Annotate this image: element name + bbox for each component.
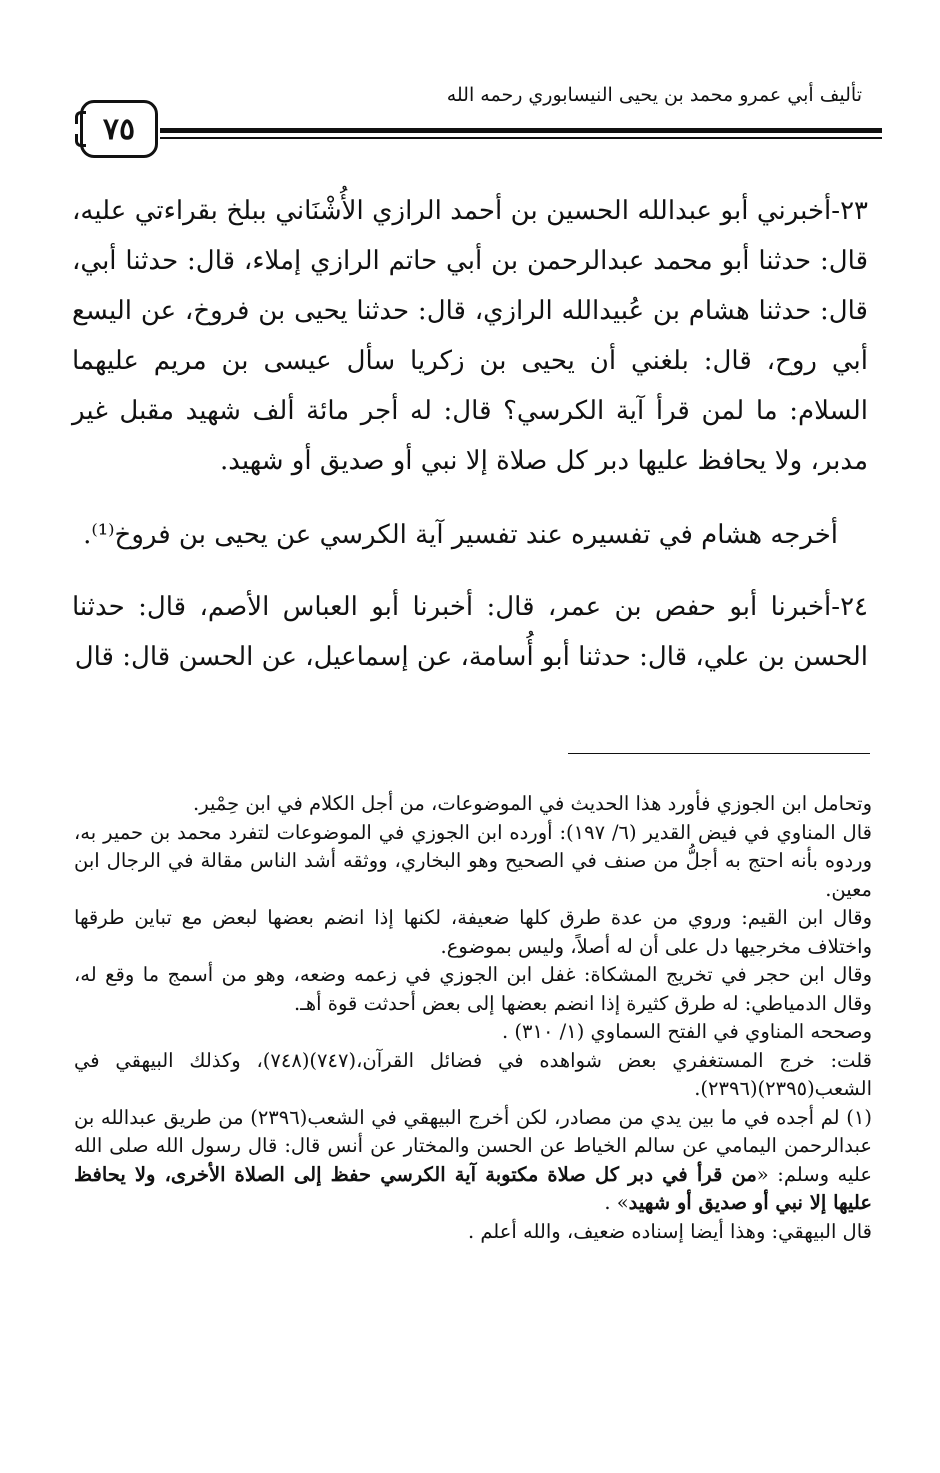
footnote-line: قال البيهقي: وهذا أيضا إسناده ضعيف، والله أعلم . — [467, 1219, 872, 1243]
header-rule-thin — [160, 137, 882, 139]
footnote-1-hadith-quote: من قرأ في دبر كل صلاة مكتوبة آية الكرسي حفظ إلى الصلاة الأخرى، ولا يحافظ عليها إلا نبي أو صديق أو شهيد — [74, 1162, 872, 1214]
footnote-line: وقال ابن القيم: وروي من عدة طرق كلها ضعيفة، لكنها إذا انضم بعضها لبعض مع تباين طرقها واختلاف مخرجيها دل على أن له أصلاً، وليس بموضوع. — [74, 906, 872, 958]
footnotes — [74, 790, 872, 1246]
running-header: تأليف أبي عمرو محمد بن يحيى النيسابوري رحمه الله — [446, 84, 862, 106]
hadith-24: ٢٤-أخبرنا أبو حفص بن عمر، قال: أخبرنا أبو العباس الأصم، قال: حدثنا الحسن بن علي، قال: حدثنا أبو أُسامة، عن إسماعيل، عن الحسن قال: قال — [72, 592, 868, 672]
footnote-divider — [568, 753, 870, 754]
footnote-line: قلت: خرج المستغفري بعض شواهده في فضائل القرآن،(٧٤٧)(٧٤٨)، وكذلك البيهقي في الشعب(٢٣٩٥)(٢٣٩٦). — [74, 1048, 872, 1100]
main-text — [72, 186, 868, 682]
hadith-23: ٢٣-أخبرني أبو عبدالله الحسين بن أحمد الرازي الأُشْنَاني ببلخ بقراءتي عليه، قال: حدثنا أبو محمد عبدالرحمن بن أبي حاتم الرازي إملاء، قال: حدثنا أبي، قال: حدثنا هشام بن عُبيدالله الرازي، قال: حدثنا يحيى بن فروخ، عن اليسع أبي روح، قال: بلغني أن يحيى بن زكريا سأل عيسى بن مريم عليهما السلام: ما لمن قرأ آية الكرسي؟ قال: له أجر مائة ألف شهيد مقبل غير مدبر، ولا يحافظ عليها دبر كل صلاة إلا نبي أو صديق أو شهيد. — [72, 196, 868, 476]
footnote-1-close: » . — [604, 1191, 629, 1214]
footnote-1-text: (١) لم أجده في ما بين يدي من مصادر، لكن أخرج البيهقي في الشعب(٢٣٩٦) من طريق عبدالله بن عبدالرحمن اليمامي عن سالم الخياط عن الحسن والمختار عن أنس قال: قال رسول الله صلى الله عليه وسلم: « — [74, 1105, 872, 1186]
footnote-line: وقال ابن حجر في تخريج المشكاة: غفل ابن الجوزي في زعمه وضعه، وهو من أسمج ما وقع له، وقال الدمياطي: له طرق كثيرة إذا انضم بعضها إلى بعض أحدثت قوة أهـ. — [74, 963, 872, 1015]
footnote-line: قال المناوي في فيض القدير (٦/ ١٩٧): أورده ابن الجوزي في الموضوعات لتفرد محمد بن حمير به، وردوه بأنه احتج به أجلُّ من صنف في الصحيح وهو البخاري، ووثقه أشد الناس مقالة في الرجال ابن معين. — [74, 820, 872, 901]
footnote-1 — [74, 1104, 872, 1218]
takhrij-note: أخرجه هشام في تفسيره عند تفسير آية الكرسي عن يحيى بن فروخ⁽¹⁾. — [83, 520, 838, 550]
footnote-line: وصححه المناوي في الفتح السماوي (١/ ٣١٠) . — [502, 1020, 872, 1043]
page-number-frame — [80, 100, 158, 158]
footnote-line: وتحامل ابن الجوزي فأورد هذا الحديث في الموضوعات، من أجل الكلام في ابن حِمْير. — [193, 792, 872, 815]
page-number: ٧٥ — [102, 111, 136, 147]
header-rule-thick — [160, 128, 882, 133]
